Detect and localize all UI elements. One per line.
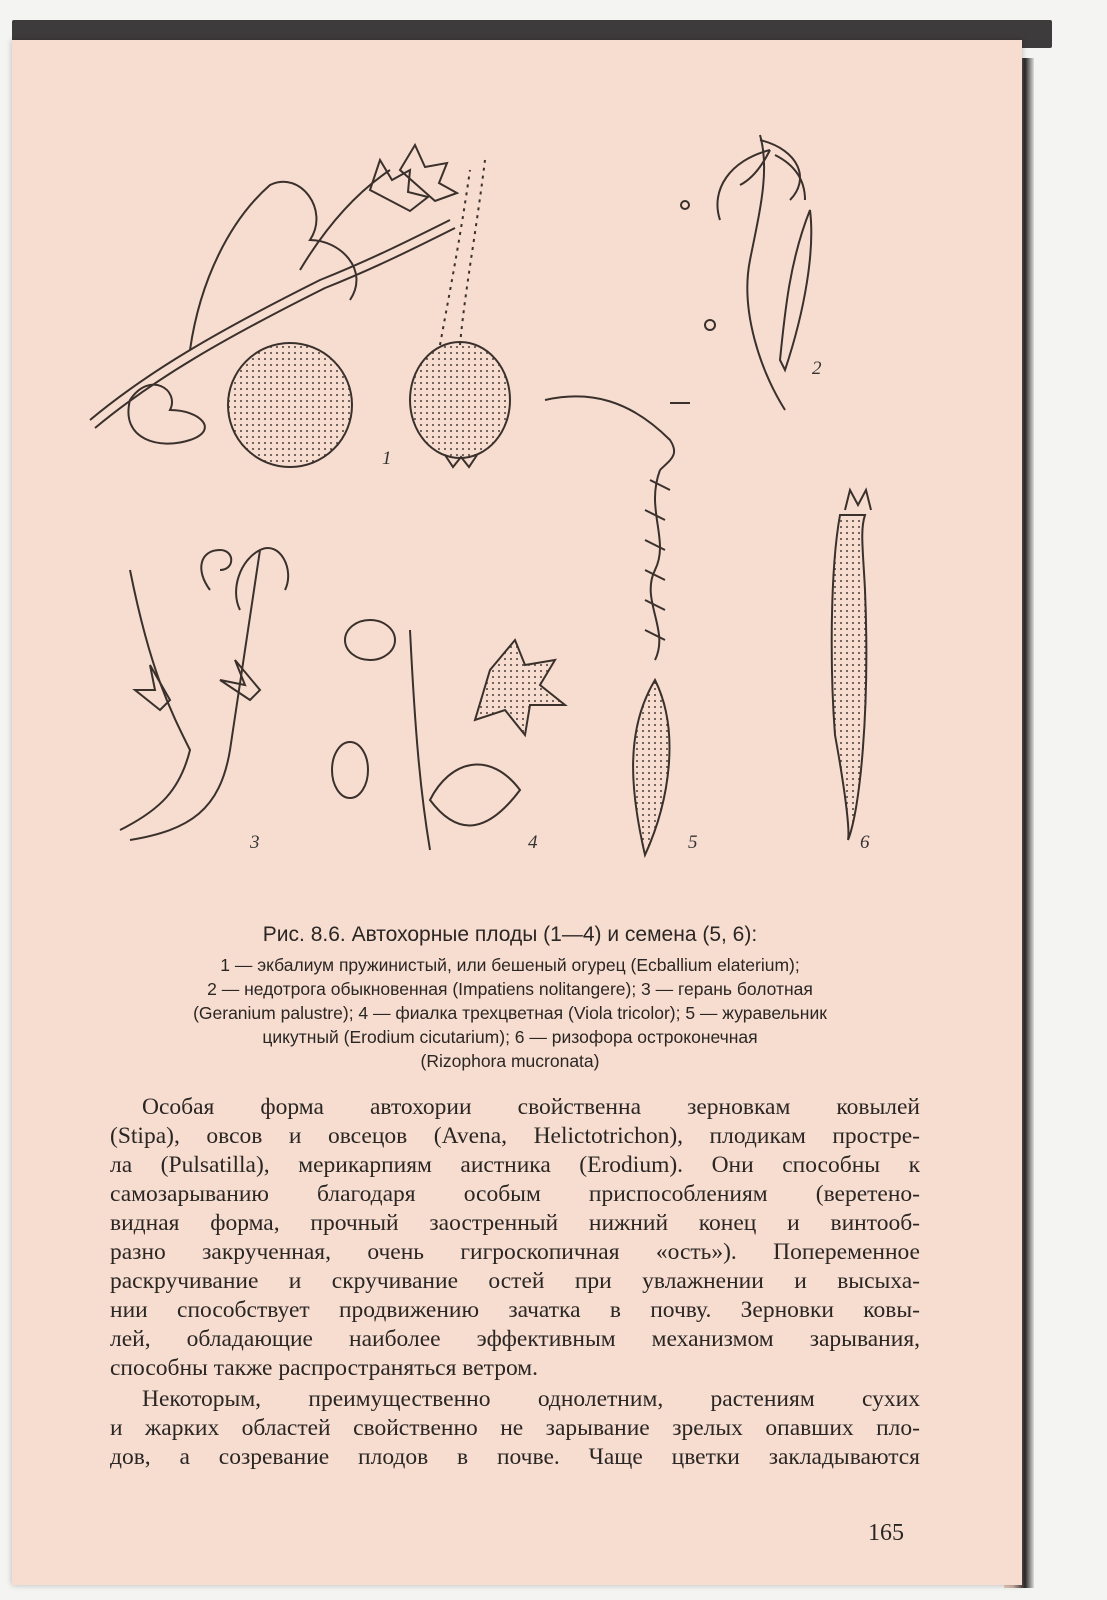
text-line: ла (Pulsatilla), мерикарпиям аистника (Erodium). Они способны к xyxy=(110,1152,920,1178)
figure-8-6 xyxy=(70,110,930,900)
figure-caption xyxy=(95,923,925,1073)
rizophora-drawing xyxy=(832,490,871,840)
ecballium-drawing xyxy=(90,145,510,467)
paragraph-2 xyxy=(110,1385,920,1472)
caption-title: Рис. 8.6. Автохорные плоды (1—4) и семена (5, 6): xyxy=(262,923,758,946)
text-line: видная форма, прочный заостренный нижний конец и винтооб- xyxy=(110,1210,920,1236)
text-line: дов, а созревание плодов в почве. Чаще цветки закладываются xyxy=(110,1444,920,1470)
figure-label-5: 5 xyxy=(688,832,698,853)
text-line: самозарыванию благодаря особым приспособлениям (веретено- xyxy=(110,1181,920,1207)
text-line: раскручивание и скручивание остей при увлажнении и высыха- xyxy=(110,1268,920,1294)
figure-label-4: 4 xyxy=(528,832,538,853)
text-line: способны также распространяться ветром. xyxy=(110,1355,539,1381)
caption-line: цикутный (Erodium cicutarium); 6 — ризофора остроконечная xyxy=(262,1027,758,1047)
figure-label-1: 1 xyxy=(382,448,392,469)
figure-label-3: 3 xyxy=(250,832,260,853)
caption-line: (Rizophora mucronata) xyxy=(420,1051,600,1071)
text-line: разно закрученная, очень гигроскопичная «ость»). Попеременное xyxy=(110,1239,920,1265)
figure-label-6: 6 xyxy=(860,832,870,853)
viola-drawing xyxy=(332,620,565,850)
text-line: лей, обладающие наиболее эффективным механизмом зарывания, xyxy=(110,1326,920,1352)
geranium-drawing xyxy=(120,548,288,840)
caption-line: 2 — недотрога обыкновенная (Impatiens nolitangere); 3 — герань болотная xyxy=(207,979,813,999)
text-line: нии способствует продвижению зачатка в почву. Зерновки ковы- xyxy=(110,1297,920,1323)
page-number: 165 xyxy=(868,1520,904,1546)
text-line: (Stipa), овсов и овсецов (Avena, Helictotrichon), плодикам простре- xyxy=(110,1123,920,1149)
caption-line: 1 — экбалиум пружинистый, или бешеный огурец (Ecballium elaterium); xyxy=(220,955,800,975)
erodium-drawing xyxy=(545,396,690,855)
body-text xyxy=(110,1093,920,1472)
caption-line: (Geranium palustre); 4 — фиалка трехцветная (Viola tricolor); 5 — журавельник xyxy=(193,1003,827,1023)
text-line: и жарких областей свойственно не зарывание зрелых опавших пло- xyxy=(110,1415,920,1441)
impatiens-drawing xyxy=(681,135,811,410)
text-line: Некоторым, преимущественно однолетним, растениям сухих xyxy=(142,1386,920,1412)
paragraph-1 xyxy=(110,1093,920,1383)
botanical-illustration xyxy=(70,110,930,900)
figure-label-2: 2 xyxy=(812,358,822,379)
text-line: Особая форма автохории свойственна зерновкам ковылей xyxy=(142,1094,920,1120)
